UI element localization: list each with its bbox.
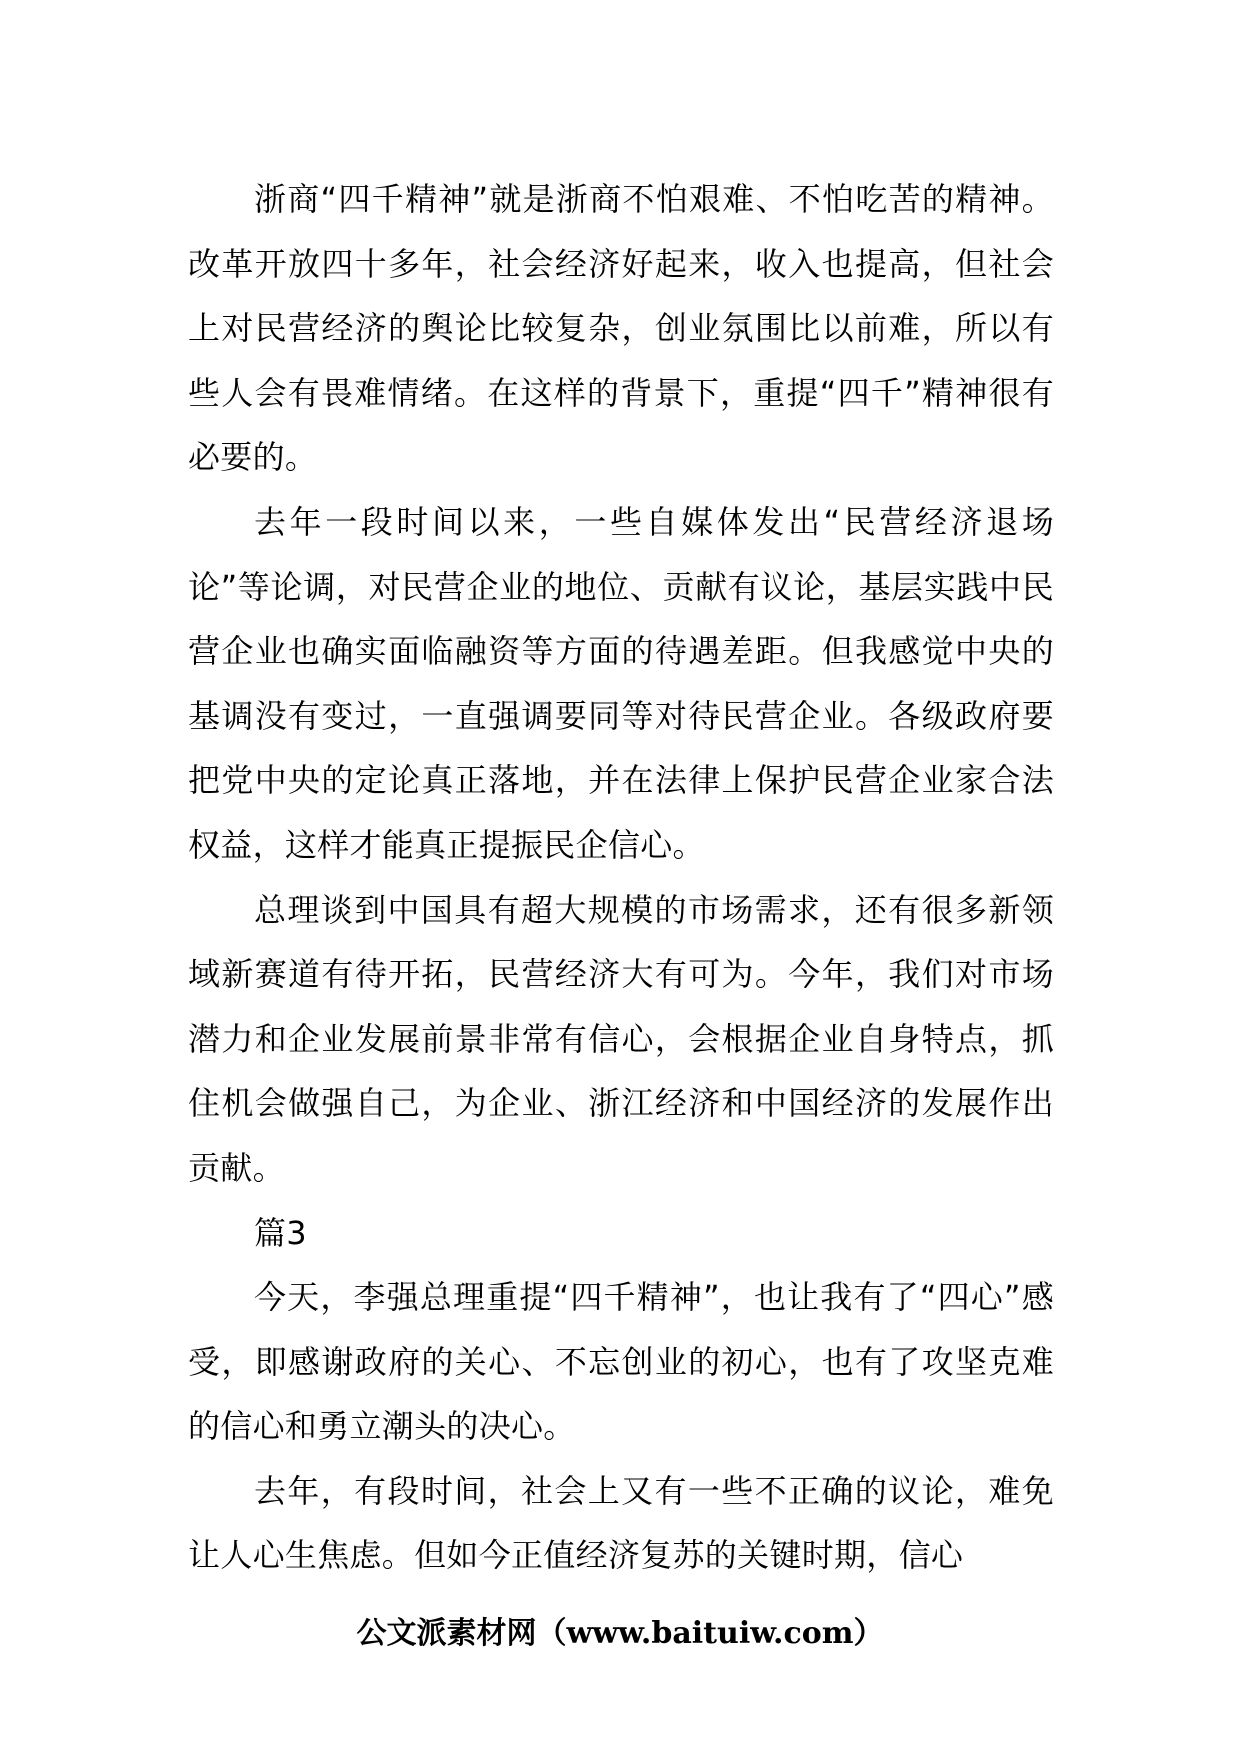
- paragraph: 浙商“四千精神”就是浙商不怕艰难、不怕吃苦的精神。改革开放四十多年，社会经济好起来，收入也提高，但社会上对民营经济的舆论比较复杂，创业氛围比以前难，所以有些人会有畏难情绪。在这样的背景下，重提“四千”精神很有必要的。: [188, 180, 1054, 477]
- paragraph: 总理谈到中国具有超大规模的市场需求，还有很多新领域新赛道有待开拓，民营经济大有可为。今年，我们对市场潜力和企业发展前景非常有信心，会根据企业自身特点，抓住机会做强自己，为企业、浙江经济和中国经济的发展作出贡献。: [188, 890, 1054, 1187]
- paragraph: 今天，李强总理重提“四千精神”，也让我有了“四心”感受，即感谢政府的关心、不忘创业的初心，也有了攻坚克难的信心和勇立潮头的决心。: [188, 1278, 1054, 1446]
- document-body: [188, 167, 1054, 1588]
- paragraph: 去年一段时间以来，一些自媒体发出“民营经济退场论”等论调，对民营企业的地位、贡献有议论，基层实践中民营企业也确实面临融资等方面的待遇差距。但我感觉中央的基调没有变过，一直强调要同等对待民营企业。各级政府要把党中央的定论真正落地，并在法律上保护民营企业家合法权益，这样才能真正提振民企信心。: [188, 502, 1054, 864]
- section-heading: 篇3: [254, 1213, 307, 1252]
- footer-watermark-text: 公文派素材网（www.baituiw.com）: [356, 1616, 884, 1651]
- paragraph: 去年，有段时间，社会上又有一些不正确的议论，难免让人心生焦虑。但如今正值经济复苏的关键时期，信心: [188, 1471, 1054, 1575]
